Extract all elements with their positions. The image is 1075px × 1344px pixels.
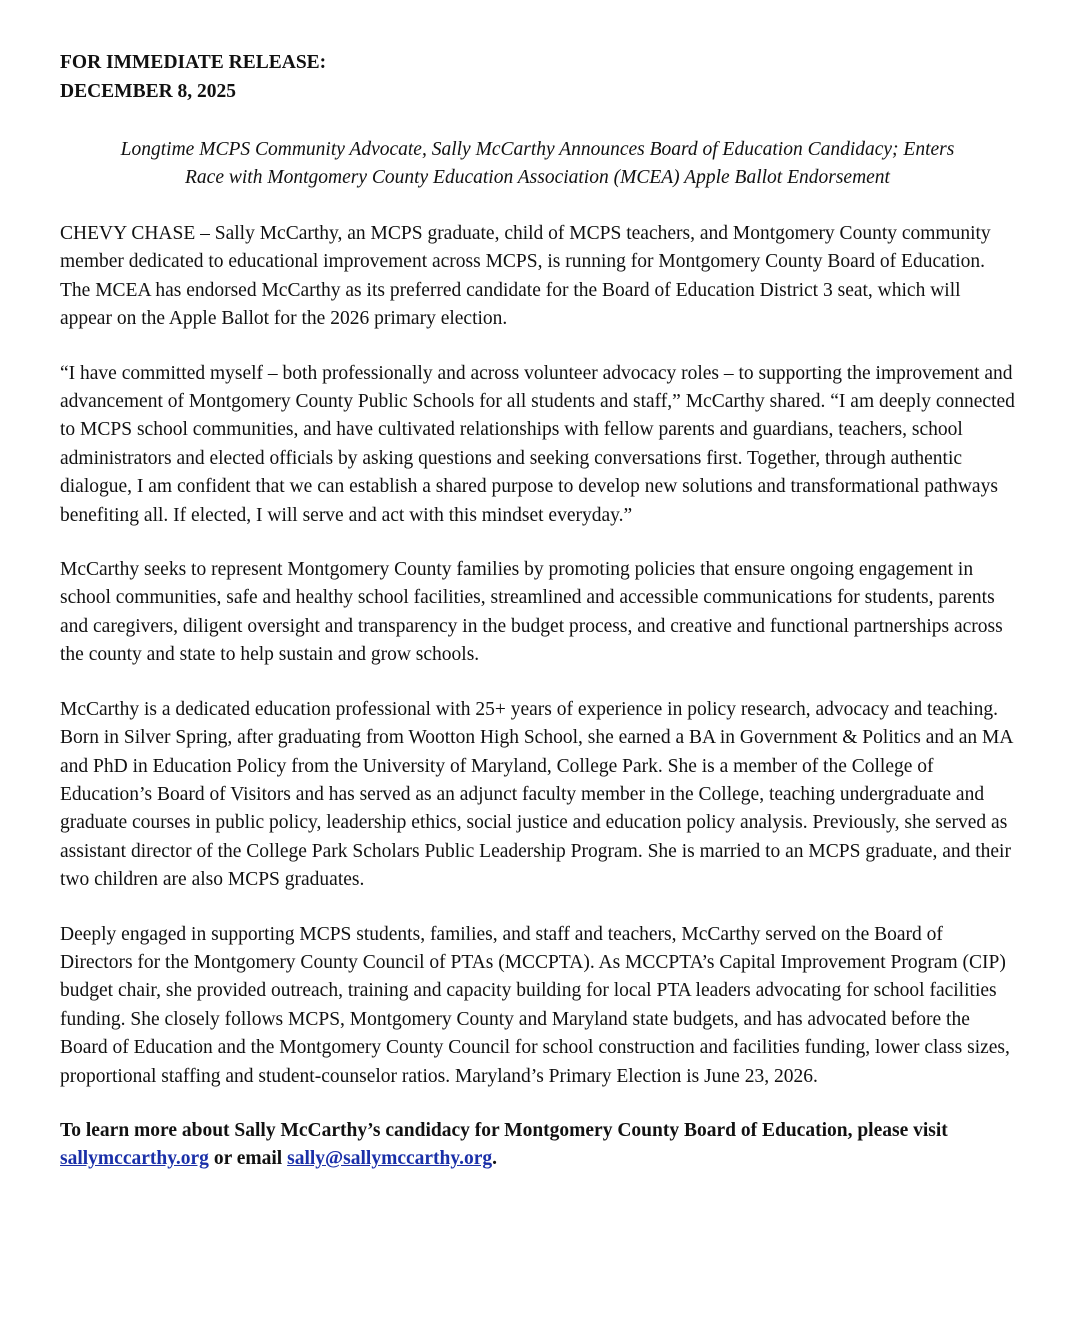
paragraph-quote: “I have committed myself – both professionally and across volunteer advocacy roles – to supporting the improvement and advancement of Montgomery County Public Schools for all students and staff,” McCarthy shared. “I am deeply connected to MCPS school communities, and have cultivated relationships with fellow parents and guardians, teachers, school administrators and elected officials by asking questions and seeking conversations first. Together, through authentic dialogue, I am confident that we can establish a shared purpose to develop new solutions and transformational pathways benefiting all. If elected, I will serve and act with this mindset everyday.” <box>60 362 1015 526</box>
paragraph-biography: McCarthy is a dedicated education professional with 25+ years of experience in policy research, advocacy and teaching. Born in Silver Spring, after graduating from Wootton High School, she earned a BA in Government & Politics and an MA and PhD in Education Policy from the University of Maryland, College Park. She is a member of the College of Education’s Board of Visitors and has served as an adjunct faculty member in the College, teaching undergraduate and graduate courses in public policy, leadership ethics, social justice and education policy analysis. Previously, she served as assistant director of the College Park Scholars Public Leadership Program. She is married to an MCPS graduate, and their two children are also MCPS graduates. <box>60 698 1013 891</box>
release-header <box>60 48 1015 106</box>
closing-text-middle: or email <box>208 1148 288 1170</box>
headline-line-2: Race with Montgomery County Education Association (MCEA) Apple Ballot Endorsement <box>185 167 890 188</box>
closing-call-to-action <box>60 1117 1015 1174</box>
paragraph-announcement: CHEVY CHASE – Sally McCarthy, an MCPS graduate, child of MCPS teachers, and Montgomery County community member dedicated to educational improvement across MCPS, is running for Montgomery County Board of Education. The MCEA has endorsed McCarthy as its preferred candidate for the Board of Education District 3 seat, which will appear on the Apple Ballot for the 2026 primary election. <box>60 223 991 330</box>
website-link[interactable]: sallymccarthy.org <box>60 1148 209 1170</box>
headline <box>60 136 1015 192</box>
email-link[interactable]: sally@sallymccarthy.org <box>287 1148 493 1170</box>
closing-text-before: To learn more about Sally McCarthy’s candidacy for Montgomery County Board of Education, please visit <box>60 1119 948 1141</box>
release-label: FOR IMMEDIATE RELEASE: <box>60 52 327 73</box>
closing-text-after: . <box>492 1148 497 1170</box>
paragraph-engagement: Deeply engaged in supporting MCPS students, families, and staff and teachers, McCarthy served on the Board of Directors for the Montgomery County Council of PTAs (MCCPTA). As MCCPTA’s Capital Improvement Program (CIP) budget chair, she provided outreach, training and capacity building for local PTA leaders advocating for school facilities funding. She closely follows MCPS, Montgomery County and Maryland state budgets, and has advocated before the Board of Education and the Montgomery County Council for school construction and facilities funding, lower class sizes, proportional staffing and student-counselor ratios. Maryland’s Primary Election is June 23, 2026. <box>60 923 1010 1087</box>
release-date: DECEMBER 8, 2025 <box>60 81 237 102</box>
headline-line-1: Longtime MCPS Community Advocate, Sally McCarthy Announces Board of Education Candidacy; Enters <box>120 139 955 160</box>
paragraph-policies: McCarthy seeks to represent Montgomery County families by promoting policies that ensure ongoing engagement in school communities, safe and healthy school facilities, streamlined and accessible communications for students, parents and caregivers, diligent oversight and transparency in the budget process, and creative and functional partnerships across the county and state to help sustain and grow schools. <box>60 559 1003 666</box>
